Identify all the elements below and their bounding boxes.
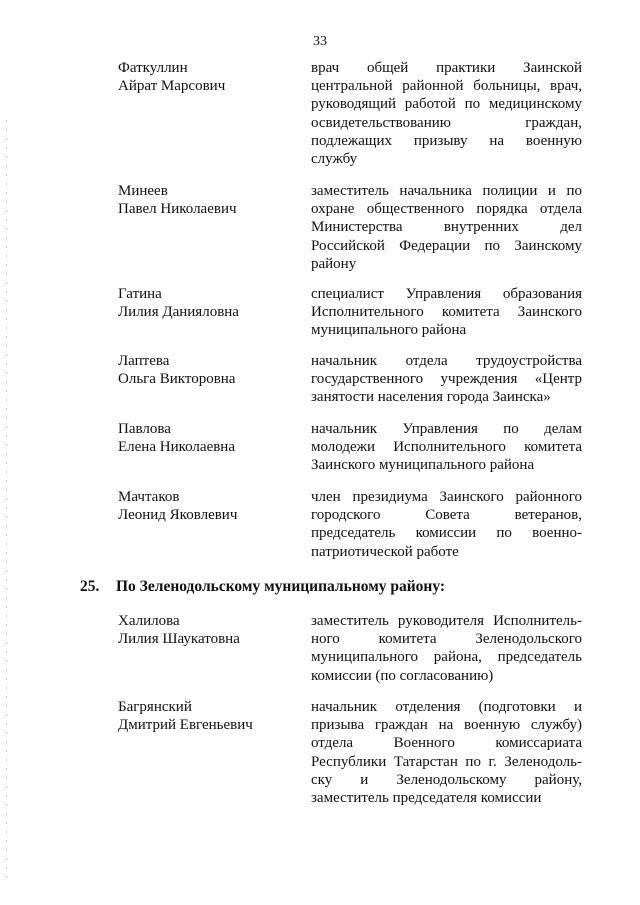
member-name bbox=[118, 285, 288, 321]
member-position bbox=[311, 698, 582, 807]
member-position bbox=[311, 59, 582, 168]
position-line: муниципального района bbox=[311, 322, 467, 339]
member-surname: Халилова bbox=[118, 613, 180, 629]
position-line: Заинского муниципального района bbox=[311, 457, 535, 474]
member-given-names: Айрат Марсович bbox=[118, 78, 226, 95]
position-line: занятости населения города Заинска» bbox=[311, 389, 551, 406]
scan-margin-marks bbox=[6, 120, 7, 880]
position-line: руководящий работой по медицинскому bbox=[311, 96, 582, 113]
position-line: Республики Татарстан по г. Зеленодоль- bbox=[311, 753, 582, 770]
section-heading bbox=[80, 578, 445, 596]
member-name bbox=[118, 420, 288, 456]
position-line: подлежащих призыву на военную bbox=[311, 132, 582, 149]
position-line: заместитель председателя комиссии bbox=[311, 790, 542, 807]
member-name bbox=[118, 182, 288, 218]
position-line: врач общей практики Заинской bbox=[311, 60, 582, 76]
position-line: специалист Управления образования bbox=[311, 286, 582, 302]
member-position bbox=[311, 488, 582, 561]
position-line: городского Совета ветеранов, bbox=[311, 507, 582, 524]
position-line: патриотической работе bbox=[311, 543, 459, 560]
member-position bbox=[311, 352, 582, 407]
position-line: комиссии (по согласованию) bbox=[311, 667, 494, 684]
position-line: начальник отдела трудоустройства bbox=[311, 353, 582, 369]
member-position bbox=[311, 182, 582, 273]
position-line: освидетельствованию граждан, bbox=[311, 114, 582, 131]
position-line: ску и Зеленодольскому району, bbox=[311, 771, 582, 788]
position-line: Российской Федерации по Заинскому bbox=[311, 237, 582, 254]
member-given-names: Леонид Яковлевич bbox=[118, 507, 238, 524]
member-surname: Гатина bbox=[118, 286, 162, 302]
position-line: ного комитета Зеленодольского bbox=[311, 631, 582, 648]
position-line: центральной районной больницы, врач, bbox=[311, 78, 582, 95]
position-line: Исполнительного комитета Заинского bbox=[311, 304, 582, 321]
member-surname: Багрянский bbox=[118, 699, 192, 715]
position-line: району bbox=[311, 255, 357, 272]
position-line: охране общественного порядка отдела bbox=[311, 201, 582, 218]
position-line: молодежи Исполнительного комитета bbox=[311, 439, 582, 456]
member-surname: Минеев bbox=[118, 183, 168, 199]
member-given-names: Лилия Шаукатовна bbox=[118, 631, 240, 648]
position-line: призыва граждан на военную службу) bbox=[311, 717, 582, 734]
member-position bbox=[311, 612, 582, 685]
member-given-names: Павел Николаевич bbox=[118, 201, 237, 218]
position-line: службу bbox=[311, 151, 358, 168]
member-given-names: Лилия Данияловна bbox=[118, 304, 239, 321]
member-name bbox=[118, 352, 288, 388]
member-surname: Фаткуллин bbox=[118, 60, 188, 76]
position-line: член президиума Заинского районного bbox=[311, 489, 582, 505]
member-name bbox=[118, 612, 288, 648]
position-line: Министерства внутренних дел bbox=[311, 219, 582, 236]
member-given-names: Дмитрий Евгеньевич bbox=[118, 717, 253, 734]
section-title: По Зеленодольскому муниципальному району: bbox=[116, 578, 446, 595]
position-line: муниципального района, председатель bbox=[311, 649, 582, 666]
member-position bbox=[311, 285, 582, 340]
position-line: заместитель начальника полиции и по bbox=[311, 183, 582, 199]
position-line: отдела Военного комиссариата bbox=[311, 735, 582, 752]
position-line: начальник отделения (подготовки и bbox=[311, 699, 582, 715]
position-line: председатель комиссии по военно- bbox=[311, 525, 582, 542]
member-name bbox=[118, 488, 288, 524]
member-given-names: Елена Николаевна bbox=[118, 439, 235, 456]
member-name bbox=[118, 698, 288, 734]
member-surname: Павлова bbox=[118, 421, 171, 437]
page-number: 33 bbox=[313, 34, 327, 49]
member-position bbox=[311, 420, 582, 475]
position-line: государственного учреждения «Центр bbox=[311, 371, 582, 388]
member-given-names: Ольга Викторовна bbox=[118, 371, 236, 388]
member-surname: Лаптева bbox=[118, 353, 170, 369]
position-line: начальник Управления по делам bbox=[311, 421, 582, 437]
position-line: заместитель руководителя Исполнитель- bbox=[311, 613, 582, 629]
member-surname: Мачтаков bbox=[118, 489, 180, 505]
section-number: 25. bbox=[80, 578, 100, 595]
member-name bbox=[118, 59, 288, 95]
